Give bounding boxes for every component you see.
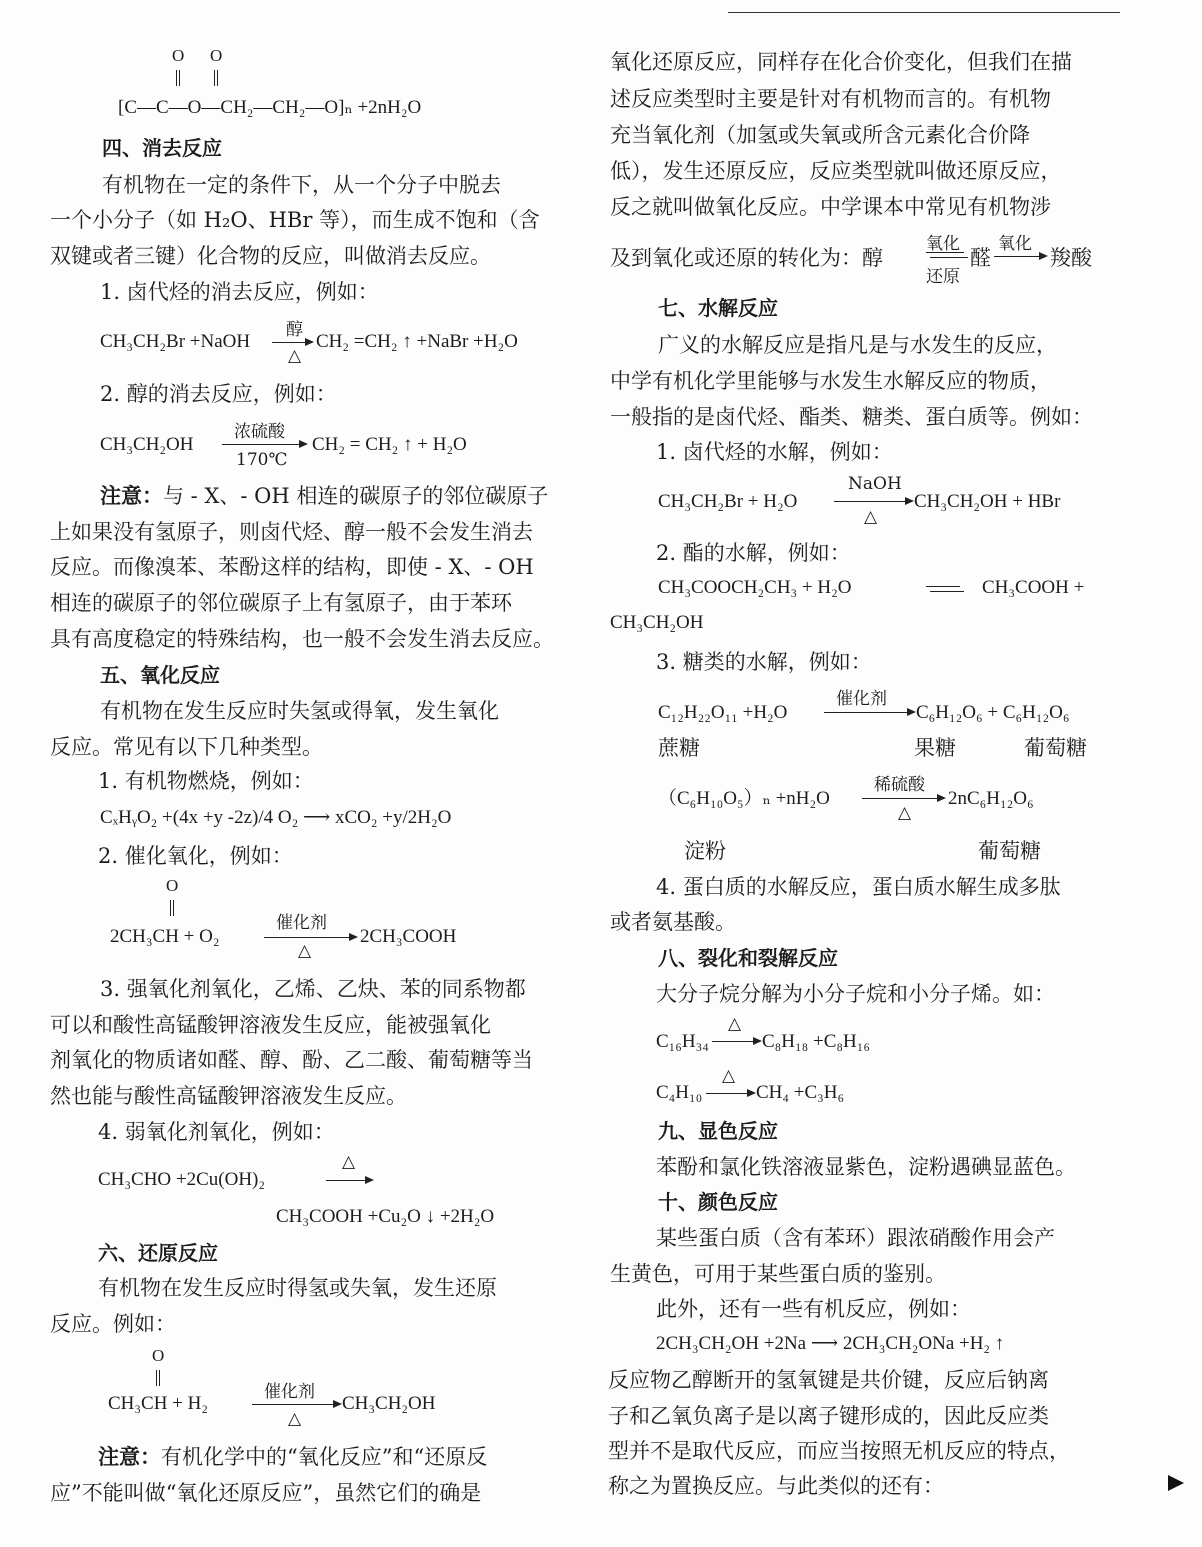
paragraph-line: 子和乙氧负离子是以离子键形成的，因此反应类 [608,1404,1049,1428]
reaction-condition: △ [722,1066,736,1086]
reaction-arrow [994,256,1046,257]
note-line [98,1443,487,1471]
paragraph-line: 氧化还原反应，同样存在化合价变化，但我们在描 [610,50,1072,74]
section-title: 五、氧化反应 [100,663,220,687]
paragraph-line: 苯酚和氯化铁溶液显紫色，淀粉遇碘显蓝色。 [656,1155,1076,1179]
equation-left: （C₆H₁₀O₅）ₙ +nH₂O [658,788,830,809]
carbonyl-o: O [166,876,179,895]
reaction-condition: △ [898,803,912,823]
paragraph-line: 反应物乙醇断开的氢氧键是共价键，反应后钠离 [608,1368,1049,1392]
paragraph-line: 然也能与酸性高锰酸钾溶液发生反应。 [50,1084,407,1108]
paragraph-line: 述反应类型时主要是针对有机物而言的。有机物 [610,87,1051,111]
equation-right: CH₂ = CH₂ ↑ + H₂O [312,434,467,455]
reaction-condition: 还原 [926,267,960,287]
paragraph-line: 一个小分子（如 H₂O、HBr 等），而生成不饱和（含 [50,208,540,232]
paragraph-line: 广义的水解反应是指凡是与水发生的反应， [658,333,1057,357]
equation-left: CH₃CH₂Br +NaOH [100,331,251,352]
reaction-arrow [272,342,312,343]
paragraph-line: 型并不是取代反应，而应当按照无机反应的特点， [608,1439,1070,1463]
section-title: 七、水解反应 [658,296,778,320]
compound-name: 果糖 [914,736,956,760]
list-item: 2. 酯的水解，例如： [656,541,851,565]
reaction-condition: 催化剂 [264,1382,315,1402]
note-line: 应”不能叫做“氧化还原反应”，虽然它们的确是 [50,1481,482,1505]
equation-left: 2CH₃CH + O₂ [110,926,220,947]
paragraph-line: 有机物在一定的条件下，从一个分子中脱去 [102,173,501,197]
reaction-arrow [264,937,356,938]
list-item: 2. 催化氧化，例如： [98,844,293,868]
reaction-condition: 催化剂 [276,913,327,933]
equation-right: CH₃CH₂OH [342,1393,436,1414]
equation-left: CH₃CHO +2Cu(OH)₂ [98,1169,265,1190]
paragraph-line: 中学有机化学里能够与水发生水解反应的物质， [610,369,1051,393]
section-title: 九、显色反应 [658,1119,778,1143]
reaction-arrow [252,1404,340,1405]
note-line: 相连的碳原子的邻位碳原子上有氢原子，由于苯环 [50,591,512,615]
paragraph-text: 醛 [970,246,991,270]
polymer-formula: [C—C—O—CH₂—CH₂—O]ₙ +2nH₂O [118,97,422,118]
reaction-condition: 醇 [286,320,303,340]
compound-name: 淀粉 [684,839,726,863]
equilibrium-arrow [926,252,968,258]
paragraph-line: 有机物在发生反应时得氢或失氧，发生还原 [98,1276,497,1300]
list-item: 3. 强氧化剂氧化，乙烯、乙炔、苯的同系物都 [100,977,526,1001]
reaction-condition: NaOH [848,474,902,494]
note-line: 反应。而像溴苯、苯酚这样的结构，即使 - X、- OH [50,555,534,579]
carbonyl-o: O [172,46,185,65]
equation: 2CH₃CH₂OH +2Na ⟶ 2CH₃CH₂ONa +H₂ ↑ [656,1333,1005,1354]
reaction-condition: 浓硫酸 [234,422,285,442]
carbonyl-o: O [210,46,223,65]
section-title: 八、裂化和裂解反应 [658,946,838,970]
paragraph-line: 或者氨基酸。 [610,910,736,934]
paragraph-line: 有机物在发生反应时失氢或得氧，发生氧化 [100,699,499,723]
paragraph-line: 大分子烷分解为小分子烷和小分子烯。如： [656,982,1055,1006]
paragraph-line: 一般指的是卤代烃、酯类、糖类、蛋白质等。例如： [610,405,1093,429]
paragraph-line: 充当氧化剂（加氢或失氧或所含元素化合价降 [610,123,1030,147]
paragraph-line: 生黄色，可用于某些蛋白质的鉴别。 [610,1262,946,1286]
paragraph-line: 低），发生还原反应，反应类型就叫做还原反应， [610,159,1062,183]
equation: CₓHᵧO₂ +(4x +y -2z)/4 O₂ ⟶ xCO₂ +y/2H₂O [100,807,452,828]
reaction-arrow [862,798,944,799]
note-line: 上如果没有氢原子，则卤代烃、醇一般不会发生消去 [50,520,533,544]
double-bond [170,900,174,916]
equation-right: CH₃COOH + [982,577,1085,598]
compound-name: 葡萄糖 [1024,736,1087,760]
list-item: 4. 蛋白质的水解反应，蛋白质水解生成多肽 [656,875,1061,899]
note-text: 有机化学中的“氧化反应”和“还原反 [161,1445,488,1469]
note-text: 与 - X、- OH 相连的碳原子的邻位碳原子 [163,484,549,508]
equation-right: C₈H₁₈ +C₈H₁₆ [762,1031,870,1052]
equation-right: C₆H₁₂O₆ + C₆H₁₂O₆ [916,702,1070,723]
double-bond [176,70,180,86]
equation-right: 2CH₃COOH [360,926,457,947]
paragraph-line: 可以和酸性高锰酸钾溶液发生反应，能被强氧化 [50,1013,491,1037]
equation-left: CH₃CH₂Br + H₂O [658,491,798,512]
reaction-condition: 稀硫酸 [874,775,925,795]
reaction-arrow [222,444,306,445]
double-bond [156,1370,160,1386]
reaction-condition: △ [298,941,312,961]
equation-right: CH₄ +C₃H₆ [756,1082,845,1103]
reaction-arrow [712,1041,760,1042]
equilibrium-arrow [926,586,964,592]
paragraph-line: 剂氧化的物质诸如醛、醇、酚、乙二酸、葡萄糖等当 [50,1048,533,1072]
equation-continuation: CH₃CH₂OH [610,612,704,633]
paragraph-text: 羧酸 [1050,246,1092,270]
reaction-condition: 催化剂 [836,689,887,709]
reaction-arrow [824,712,914,713]
carbonyl-o: O [152,1346,165,1365]
list-item: 1. 卤代烃的消去反应，例如： [100,280,379,304]
paragraph-line: 及到氧化或还原的转化为：醇 [610,246,883,270]
list-item: 3. 糖类的水解，例如： [656,650,872,674]
list-item: 1. 有机物燃烧，例如： [98,769,314,793]
paragraph-line: 称之为置换反应。与此类似的还有： [608,1474,944,1498]
section-title: 六、还原反应 [98,1241,218,1265]
reaction-condition: 氧化 [998,234,1032,254]
note-line: 具有高度稳定的特殊结构，也一般不会发生消去反应。 [50,627,554,651]
reaction-condition: △ [728,1014,742,1034]
equation-left: C₁₆H₃₄ [656,1031,709,1052]
paragraph-line: 反之就叫做氧化反应。中学课本中常见有机物涉 [610,195,1051,219]
equation-right: 2nC₆H₁₂O₆ [948,788,1034,809]
equation-left: CH₃CH₂OH [100,434,194,455]
reaction-condition: 170℃ [236,450,288,470]
double-bond [214,70,218,86]
equation-left: C₁₂H₂₂O₁₁ +H₂O [658,702,788,723]
reaction-arrow [834,501,912,502]
compound-name: 葡萄糖 [978,839,1041,863]
list-item: 2. 醇的消去反应，例如： [100,382,337,406]
reaction-condition: 氧化 [926,234,960,254]
note-line [100,482,548,510]
reaction-arrow [706,1093,754,1094]
paragraph-line: 双键或者三键）化合物的反应，叫做消去反应。 [50,244,491,268]
reaction-condition: △ [288,346,302,366]
reaction-arrow [326,1180,372,1181]
equation-left: CH₃COOCH₂CH₃ + H₂O [658,577,852,598]
section-title: 十、颜色反应 [658,1190,778,1214]
list-item: 4. 弱氧化剂氧化，例如： [98,1120,335,1144]
compound-name: 蔗糖 [658,736,700,760]
equation-right: CH₃COOH +Cu₂O ↓ +2H₂O [276,1206,495,1227]
equation-right: CH₂ =CH₂ ↑ +NaBr +H₂O [316,331,518,352]
page-header-rule [728,0,1120,13]
equation-left: CH₃CH + H₂ [108,1393,208,1414]
reaction-condition: △ [864,507,878,527]
list-item: 1. 卤代烃的水解，例如： [656,440,893,464]
reaction-condition: △ [288,1409,302,1429]
note-label: 注意： [100,483,163,508]
continue-arrow-icon [1168,1475,1184,1491]
paragraph-line: 此外，还有一些有机反应，例如： [656,1297,971,1321]
paragraph-line: 某些蛋白质（含有苯环）跟浓硝酸作用会产 [656,1226,1055,1250]
section-title: 四、消去反应 [102,136,222,160]
reaction-condition: △ [342,1152,356,1172]
equation-right: CH₃CH₂OH + HBr [914,491,1061,512]
paragraph-line: 反应。常见有以下几种类型。 [50,735,323,759]
paragraph-line: 反应。例如： [50,1312,176,1336]
note-label: 注意： [98,1444,161,1469]
equation-left: C₄H₁₀ [656,1082,703,1103]
